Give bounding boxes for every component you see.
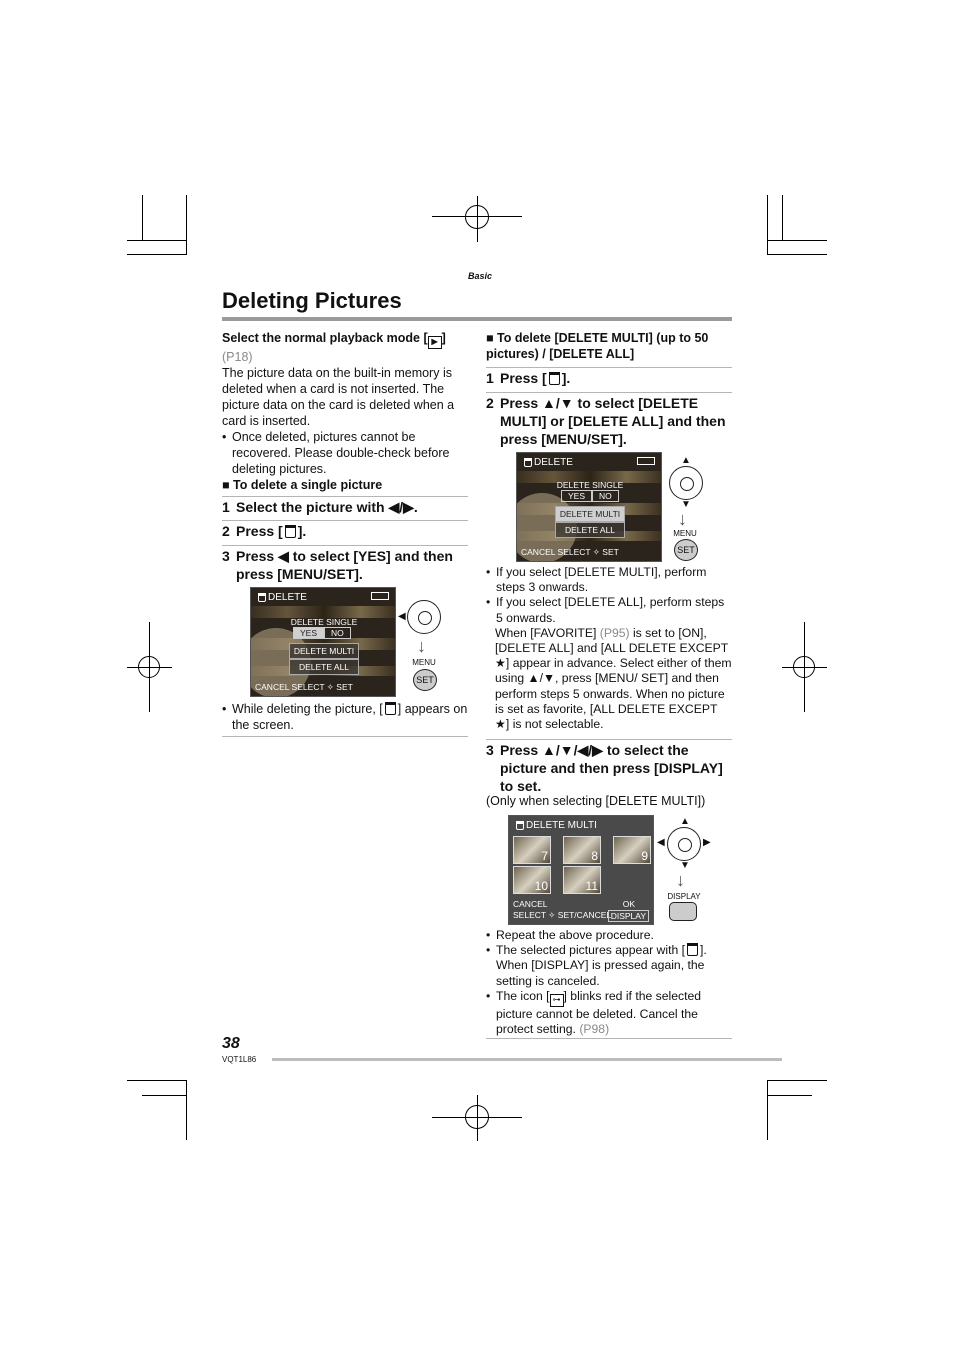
crop-mark [767,240,827,241]
divider [222,496,468,497]
doc-code: VQT1L86 [222,1055,257,1064]
delete-menu-screen [516,452,662,562]
title-rule [222,317,732,321]
note-delete-multi: • If you select [DELETE MULTI], perform steps 3 onwards. [486,565,732,595]
menu-delete-single: DELETE SINGLE [290,617,358,627]
final-notes [486,928,732,1037]
crop-mark [186,1080,187,1140]
yes-no-selector [561,490,619,502]
menu-delete-all: DELETE ALL [555,522,625,538]
right-arrow-icon: ▶ [703,837,711,848]
crop-mark [127,254,187,255]
divider [486,739,732,740]
up-arrow-icon: ▲ [681,455,691,466]
thumbnail: 10 [513,866,551,894]
display-label: DISPLAY [667,892,701,901]
crop-mark [186,195,187,255]
registration-circle [465,1105,489,1129]
screen-footer: CANCEL SELECT ✧ SET [521,547,619,557]
trash-icon [524,458,532,467]
crop-mark [767,1095,812,1096]
single-heading: ■ To delete a single picture [222,477,468,493]
play-mode-icon: ▶ [428,336,442,349]
no-option: NO [592,490,619,502]
only-when-note: (Only when selecting [DELETE MULTI]) [486,794,706,808]
footer-rule [272,1058,782,1061]
down-arrow-small-icon: ▼ [680,860,690,871]
trash-icon [687,943,698,956]
yes-option: YES [561,490,592,502]
divider [486,367,732,368]
cursor-pad-icon [669,466,703,500]
right-step-3: 3 Press ▲/▼/◀/▶ to select the picture and then press [DISPLAY] to set. [486,742,723,794]
crop-mark [767,195,768,255]
screen-footer: CANCEL OK [513,899,635,909]
protect-key-icon: ⊶ [550,994,564,1007]
battery-icon [637,457,655,465]
divider [486,1038,732,1039]
registration-circle [138,656,160,678]
crop-mark [767,1080,827,1081]
intro-text: The picture data on the built-in memory is deleted when a card is not inserted. The picture data on the card is deleted when a card is inserted. [222,366,455,428]
divider [222,736,468,737]
crop-mark [782,195,783,240]
while-deleting-note: • While deleting the picture, [ ] appears on the screen. [222,701,468,733]
battery-icon [371,592,389,600]
left-note [222,701,468,733]
cursor-pad-icon [667,827,701,861]
menu-delete-all: DELETE ALL [289,659,359,675]
thumbnail: 9 [613,836,651,864]
mode-ref: (P18) [222,350,253,364]
thumbnail: 7 [513,836,551,864]
set-button-icon: SET [674,539,698,561]
repeat-note: • Repeat the above procedure. [486,928,732,943]
divider [222,545,468,546]
thumbnail: 8 [563,836,601,864]
note-favorite: When [FAVORITE] (P95) is set to [ON], [DELETE ALL] and [ALL DELETE EXCEPT ★] appear in advance. Select either of them using ▲/▼, press [MENU/ SET] and then perform steps 5 onwards. When no picture is set as favorite, [ALL DELETE EXCEPT ★] is not selectable. [495,625,732,732]
screen-title: DELETE MULTI [514,820,597,831]
down-arrow-icon: ↓ [676,870,685,890]
yes-option: YES [293,627,324,639]
registration-circle [793,656,815,678]
menu-delete-single: DELETE SINGLE [556,480,624,490]
divider [486,392,732,393]
screen-footer: CANCEL SELECT ✧ SET [255,682,353,692]
menu-label: MENU [412,658,436,667]
thumbnail: 11 [563,866,601,894]
protect-note: • The icon [ ⊶ ] blinks red if the selected picture cannot be deleted. Cancel the protect setting. (P98) [486,989,732,1037]
menu-delete-multi: DELETE MULTI [289,643,359,659]
yes-no-selector [293,627,351,639]
screen-title: DELETE [522,457,573,468]
menu-label: MENU [673,529,697,538]
left-step-2: 2 Press [ ]. [222,523,307,539]
crop-mark [142,195,143,240]
delete-multi-screen [508,815,654,925]
note-delete-all: • If you select [DELETE ALL], perform steps 5 onwards. [486,595,732,625]
page-title: Deleting Pictures [222,288,402,313]
mode-line: Select the normal playback mode [ ▶ ] [222,330,468,349]
registration-circle [465,205,489,229]
left-arrow-icon: ◀ [657,837,665,848]
trash-icon [285,525,296,538]
cursor-pad-icon [407,600,441,634]
right-step-1: 1 Press [ ]. [486,370,571,386]
trash-icon [549,372,560,385]
right-heading [486,330,732,362]
bullet-once-deleted: • Once deleted, pictures cannot be recovered. Please double-check before deleting pictures. [222,429,468,477]
down-arrow-icon: ↓ [417,636,426,656]
down-arrow-small-icon: ▼ [681,499,691,510]
crop-mark [142,1095,187,1096]
display-button-icon [669,902,697,921]
multi-heading: ■ To delete [DELETE MULTI] (up to 50 pictures) / [DELETE ALL] [486,330,732,362]
selected-note: • The selected pictures appear with [ ]. When [DISPLAY] is pressed again, the setting is canceled. [486,943,732,989]
left-intro [222,330,468,493]
right-step-2: 2 Press ▲/▼ to select [DELETE MULTI] or [DELETE ALL] and then press [MENU/SET]. [486,395,726,447]
left-step-3: 3 Press ◀ to select [YES] and then press [MENU/SET]. [222,548,453,582]
trash-icon [258,593,266,602]
screen-footer: SELECT ✧ SET/CANCEL DISPLAY [513,910,649,921]
divider [222,520,468,521]
crop-mark [127,1080,187,1081]
left-step-1: 1 Select the picture with ◀/▶. [222,499,418,515]
right-notes [486,565,732,732]
screen-title: DELETE [256,592,307,603]
crop-mark [127,240,187,241]
set-button-icon: SET [413,669,437,691]
up-arrow-icon: ▲ [680,816,690,827]
crop-mark [767,1080,768,1140]
trash-icon [516,821,524,830]
menu-delete-multi: DELETE MULTI [555,506,625,522]
down-arrow-icon: ↓ [678,509,687,529]
page-number: 38 [222,1035,240,1052]
delete-menu-screen [250,587,396,697]
section-tag: Basic [467,271,493,281]
trash-icon [385,702,396,715]
crop-mark [767,254,827,255]
left-arrow-icon: ◀ [398,611,406,622]
no-option: NO [324,627,351,639]
